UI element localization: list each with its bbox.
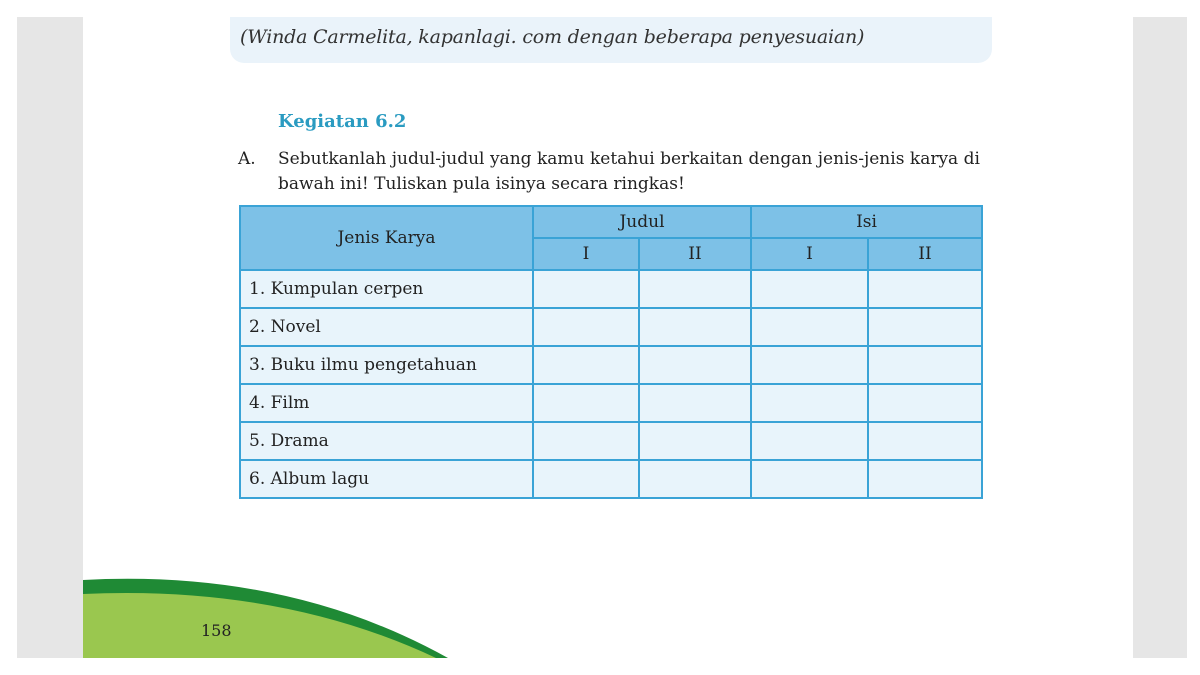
answer-cell[interactable]: [533, 346, 639, 384]
instruction-text: Sebutkanlah judul-judul yang kamu ketahui berkaitan dengan jenis-jenis karya di bawah ini! Tuliskan pula isinya secara ringkas!: [278, 149, 980, 194]
answer-cell[interactable]: [868, 308, 982, 346]
answer-cell[interactable]: [639, 384, 751, 422]
answer-cell[interactable]: [751, 460, 868, 498]
answer-cell[interactable]: [868, 422, 982, 460]
right-margin-panel: [1133, 17, 1187, 658]
page-number: 158: [201, 621, 232, 640]
answer-cell[interactable]: [639, 346, 751, 384]
activity-title: Kegiatan 6.2: [278, 111, 407, 132]
table-row: [240, 270, 982, 308]
subheader-isi-2: II: [868, 238, 982, 270]
answer-cell[interactable]: [751, 384, 868, 422]
answer-cell[interactable]: [751, 270, 868, 308]
answer-cell[interactable]: [533, 308, 639, 346]
row-label: 2. Novel: [240, 308, 533, 346]
answer-cell[interactable]: [533, 460, 639, 498]
answer-cell[interactable]: [868, 346, 982, 384]
answer-cell[interactable]: [751, 346, 868, 384]
subheader-judul-1: I: [533, 238, 639, 270]
subheader-isi-1: I: [751, 238, 868, 270]
instruction-marker: A.: [238, 149, 256, 169]
answer-cell[interactable]: [639, 270, 751, 308]
answer-cell[interactable]: [639, 422, 751, 460]
table-row: [240, 384, 982, 422]
answer-cell[interactable]: [751, 422, 868, 460]
answer-cell[interactable]: [868, 384, 982, 422]
table-row: [240, 308, 982, 346]
answer-cell[interactable]: [868, 460, 982, 498]
source-citation: (Winda Carmelita, kapanlagi. com dengan beberapa penyesuaian): [240, 26, 865, 48]
row-label: 1. Kumpulan cerpen: [240, 270, 533, 308]
page-corner-decoration: [83, 557, 463, 658]
answer-cell[interactable]: [639, 308, 751, 346]
textbook-page: [83, 17, 1133, 658]
header-judul: Judul: [533, 206, 751, 238]
header-isi: Isi: [751, 206, 982, 238]
subheader-judul-2: II: [639, 238, 751, 270]
header-jenis-karya: Jenis Karya: [240, 206, 533, 270]
table-row: [240, 422, 982, 460]
answer-cell[interactable]: [533, 270, 639, 308]
table-row: [240, 460, 982, 498]
row-label: 5. Drama: [240, 422, 533, 460]
row-label: 3. Buku ilmu pengetahuan: [240, 346, 533, 384]
row-label: 4. Film: [240, 384, 533, 422]
answer-cell[interactable]: [868, 270, 982, 308]
answer-cell[interactable]: [533, 422, 639, 460]
jenis-karya-table: [239, 205, 983, 499]
left-margin-panel: [17, 17, 83, 658]
answer-cell[interactable]: [751, 308, 868, 346]
answer-cell[interactable]: [533, 384, 639, 422]
answer-cell[interactable]: [639, 460, 751, 498]
table-row: [240, 346, 982, 384]
row-label: 6. Album lagu: [240, 460, 533, 498]
source-citation-box: [230, 17, 992, 63]
